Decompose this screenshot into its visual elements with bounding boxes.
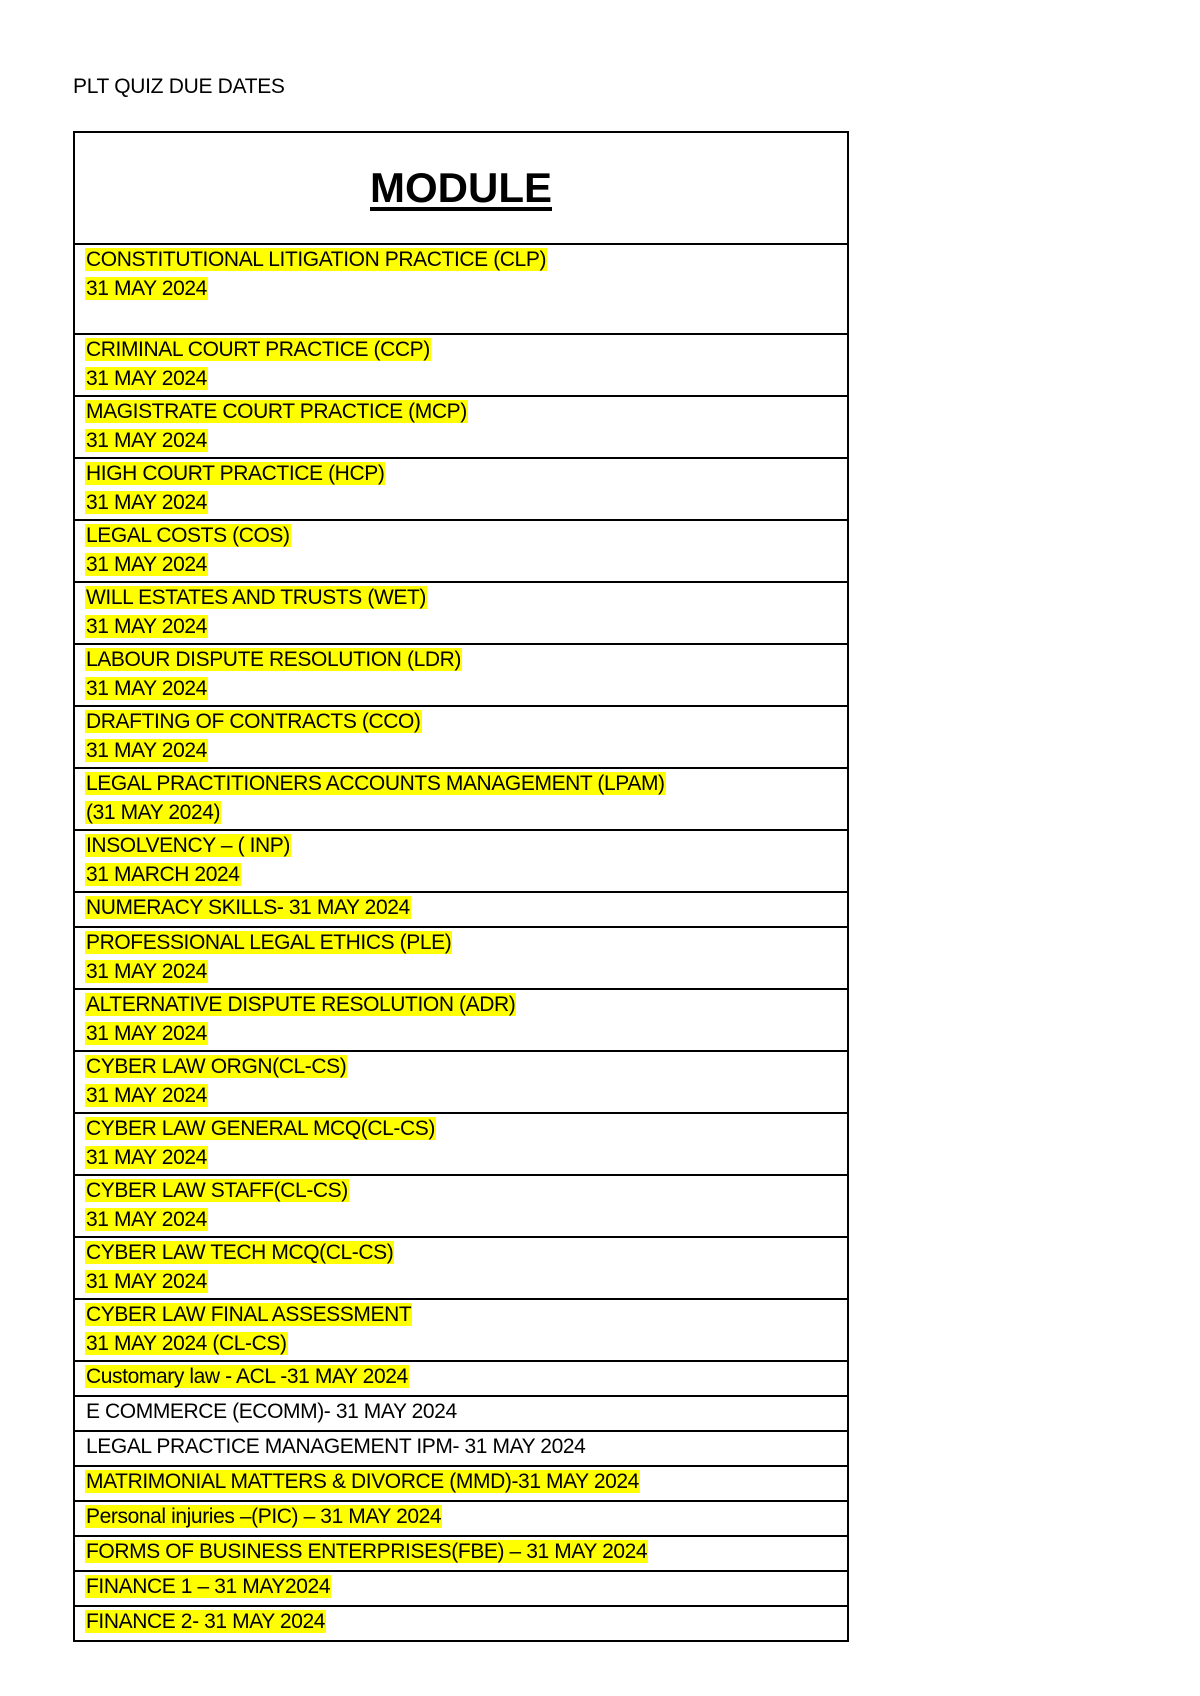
module-name: MAGISTRATE COURT PRACTICE (MCP) bbox=[86, 400, 467, 423]
module-name: CYBER LAW STAFF(CL-CS) bbox=[86, 1179, 348, 1202]
module-due-date: 31 MAY 2024 bbox=[86, 1084, 207, 1107]
module-due-date: 31 MAY 2024 bbox=[86, 960, 207, 983]
table-row bbox=[74, 1431, 848, 1466]
module-cell bbox=[74, 1113, 848, 1175]
table-row bbox=[74, 830, 848, 892]
table-row bbox=[74, 1536, 848, 1571]
module-due-date: 31 MARCH 2024 bbox=[86, 863, 240, 886]
module-due-date: 31 MAY 2024 bbox=[86, 739, 207, 762]
module-name: LEGAL PRACTITIONERS ACCOUNTS MANAGEMENT (LPAM) bbox=[86, 772, 665, 795]
module-name: ALTERNATIVE DISPUTE RESOLUTION (ADR) bbox=[86, 993, 516, 1016]
module-cell bbox=[74, 396, 848, 458]
module-due-date: (31 MAY 2024) bbox=[86, 801, 221, 824]
module-cell bbox=[74, 244, 848, 334]
module-table bbox=[73, 131, 849, 1642]
module-cell bbox=[74, 830, 848, 892]
module-due-date: 31 MAY 2024 bbox=[86, 615, 207, 638]
table-row bbox=[74, 892, 848, 927]
table-row bbox=[74, 1501, 848, 1536]
module-cell bbox=[74, 1431, 848, 1466]
module-cell bbox=[74, 1237, 848, 1299]
table-row bbox=[74, 1606, 848, 1641]
table-row bbox=[74, 1571, 848, 1606]
module-name: FORMS OF BUSINESS ENTERPRISES(FBE) – 31 MAY 2024 bbox=[86, 1540, 648, 1563]
module-cell bbox=[74, 706, 848, 768]
module-cell bbox=[74, 1606, 848, 1641]
module-name: NUMERACY SKILLS- 31 MAY 2024 bbox=[86, 896, 410, 919]
table-row bbox=[74, 1113, 848, 1175]
table-row bbox=[74, 1466, 848, 1501]
module-cell bbox=[74, 1571, 848, 1606]
module-due-date: 31 MAY 2024 bbox=[86, 1022, 207, 1045]
module-cell bbox=[74, 989, 848, 1051]
module-cell bbox=[74, 892, 848, 927]
table-header-row bbox=[74, 132, 848, 244]
module-name: PROFESSIONAL LEGAL ETHICS (PLE) bbox=[86, 931, 452, 954]
module-name: LABOUR DISPUTE RESOLUTION (LDR) bbox=[86, 648, 461, 671]
module-name: LEGAL PRACTICE MANAGEMENT IPM- 31 MAY 2024 bbox=[86, 1435, 586, 1458]
module-name: WILL ESTATES AND TRUSTS (WET) bbox=[86, 586, 426, 609]
module-cell bbox=[74, 1501, 848, 1536]
module-due-date: 31 MAY 2024 bbox=[86, 1146, 207, 1169]
module-name: CYBER LAW ORGN(CL-CS) bbox=[86, 1055, 347, 1078]
module-rows bbox=[74, 244, 848, 1641]
module-name: LEGAL COSTS (COS) bbox=[86, 524, 290, 547]
module-name: Personal injuries –(PIC) – 31 MAY 2024 bbox=[86, 1505, 442, 1528]
table-row bbox=[74, 1396, 848, 1431]
module-due-date: 31 MAY 2024 bbox=[86, 1208, 207, 1231]
table-row bbox=[74, 582, 848, 644]
table-row bbox=[74, 1237, 848, 1299]
module-cell bbox=[74, 1536, 848, 1571]
module-due-date: 31 MAY 2024 bbox=[86, 491, 207, 514]
module-name: INSOLVENCY – ( INP) bbox=[86, 834, 291, 857]
table-row bbox=[74, 1299, 848, 1361]
module-name: FINANCE 1 – 31 MAY2024 bbox=[86, 1575, 331, 1598]
module-due-date: 31 MAY 2024 bbox=[86, 553, 207, 576]
module-header: MODULE bbox=[74, 132, 848, 244]
module-cell bbox=[74, 582, 848, 644]
table-row bbox=[74, 644, 848, 706]
module-cell bbox=[74, 644, 848, 706]
table-row bbox=[74, 1361, 848, 1396]
module-name: MATRIMONIAL MATTERS & DIVORCE (MMD)-31 MAY 2024 bbox=[86, 1470, 639, 1493]
module-name: CRIMINAL COURT PRACTICE (CCP) bbox=[86, 338, 430, 361]
module-name: FINANCE 2- 31 MAY 2024 bbox=[86, 1610, 326, 1633]
module-cell bbox=[74, 458, 848, 520]
module-due-date: 31 MAY 2024 bbox=[86, 1270, 207, 1293]
table-row bbox=[74, 244, 848, 334]
module-name: CONSTITUTIONAL LITIGATION PRACTICE (CLP) bbox=[86, 248, 547, 271]
table-row bbox=[74, 396, 848, 458]
module-due-date: 31 MAY 2024 bbox=[86, 277, 207, 300]
table-row bbox=[74, 458, 848, 520]
module-name: E COMMERCE (ECOMM)- 31 MAY 2024 bbox=[86, 1400, 457, 1423]
module-due-date: 31 MAY 2024 bbox=[86, 677, 207, 700]
module-cell bbox=[74, 520, 848, 582]
module-cell bbox=[74, 334, 848, 396]
module-name: HIGH COURT PRACTICE (HCP) bbox=[86, 462, 385, 485]
table-row bbox=[74, 334, 848, 396]
module-name: CYBER LAW FINAL ASSESSMENT bbox=[86, 1303, 412, 1326]
table-row bbox=[74, 927, 848, 989]
table-row bbox=[74, 989, 848, 1051]
module-name: CYBER LAW TECH MCQ(CL-CS) bbox=[86, 1241, 394, 1264]
module-cell bbox=[74, 1051, 848, 1113]
table-row bbox=[74, 768, 848, 830]
module-name: DRAFTING OF CONTRACTS (CCO) bbox=[86, 710, 421, 733]
module-due-date: 31 MAY 2024 (CL-CS) bbox=[86, 1332, 287, 1355]
module-name: Customary law - ACL -31 MAY 2024 bbox=[86, 1365, 408, 1388]
document-title: PLT QUIZ DUE DATES bbox=[73, 75, 285, 98]
table-row bbox=[74, 706, 848, 768]
module-cell bbox=[74, 768, 848, 830]
module-cell bbox=[74, 1299, 848, 1361]
table-row bbox=[74, 1051, 848, 1113]
module-cell bbox=[74, 1175, 848, 1237]
module-due-date: 31 MAY 2024 bbox=[86, 367, 207, 390]
module-cell bbox=[74, 1466, 848, 1501]
module-due-date: 31 MAY 2024 bbox=[86, 429, 207, 452]
module-cell bbox=[74, 1361, 848, 1396]
module-cell bbox=[74, 1396, 848, 1431]
module-name: CYBER LAW GENERAL MCQ(CL-CS) bbox=[86, 1117, 435, 1140]
module-cell bbox=[74, 927, 848, 989]
table-row bbox=[74, 520, 848, 582]
table-row bbox=[74, 1175, 848, 1237]
